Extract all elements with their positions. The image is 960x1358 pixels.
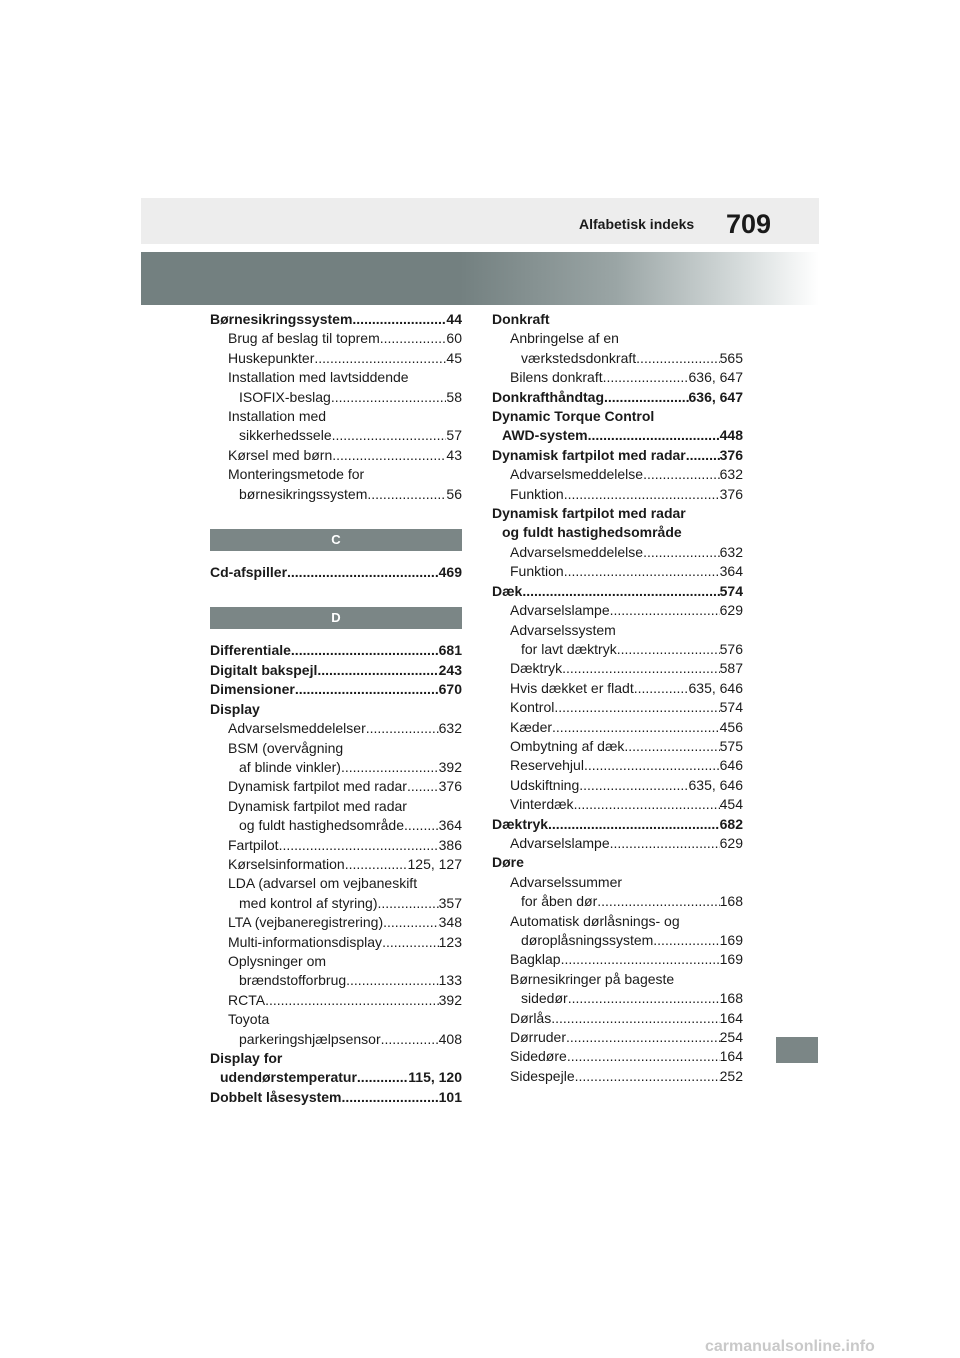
index-entry-label: Kontrol [510, 699, 555, 716]
index-entry-page: 43 [446, 446, 462, 463]
dot-leader [378, 894, 439, 913]
dot-leader [568, 989, 720, 1008]
index-entry [492, 465, 743, 484]
index-entry-label: og fuldt hastighedsområde [239, 817, 404, 834]
index-entry [492, 853, 743, 872]
index-entry-page: 587 [719, 660, 743, 677]
index-entry [210, 563, 462, 582]
dot-leader [346, 971, 439, 990]
index-entry-page: 58 [446, 388, 462, 405]
index-entry-page: 164 [719, 1009, 743, 1026]
index-entry-page: 565 [719, 349, 743, 366]
index-entry [492, 795, 743, 814]
index-entry [210, 426, 462, 445]
index-entry-label: LDA (advarsel om vejbaneskift [228, 875, 418, 892]
dot-leader [574, 795, 720, 814]
index-entry [492, 329, 743, 348]
index-entry-label: Huskepunkter [228, 349, 315, 366]
index-entry-label: værkstedsdonkraft [521, 349, 637, 366]
index-entry-page: 392 [438, 991, 462, 1008]
index-entry-page: 681 [438, 642, 462, 659]
dot-leader [579, 776, 688, 795]
index-entry-label: Display for [210, 1050, 283, 1066]
index-entry-label: Kørsel med børn [228, 446, 333, 463]
header-band [141, 198, 819, 244]
index-entry [492, 446, 743, 465]
dot-leader [287, 563, 439, 582]
index-entry-label: Monteringsmetode for [228, 466, 365, 483]
index-entry [492, 834, 743, 853]
index-entry [492, 950, 743, 969]
index-entry [210, 933, 462, 952]
dot-leader [643, 465, 720, 484]
dot-leader [345, 855, 408, 874]
index-entry-label: Advarselslampe [510, 602, 610, 619]
index-entry-label: RCTA [228, 991, 266, 1008]
index-entry-label: Dørlås [510, 1009, 552, 1026]
index-entry [210, 874, 462, 893]
index-entry-page: 682 [719, 815, 743, 832]
index-entry-label: Anbringelse af en [510, 330, 619, 347]
index-entry [492, 970, 743, 989]
index-entry-page: 57 [446, 427, 462, 444]
index-entry-label: Hvis dækket er fladt [510, 679, 634, 696]
index-entry [210, 310, 462, 329]
dot-leader [610, 601, 720, 620]
index-entry-page: 636, 647 [688, 388, 743, 405]
index-entry [492, 582, 743, 601]
index-entry-label: og fuldt hastighedsområde [502, 524, 682, 541]
dot-leader [561, 950, 720, 969]
dot-leader [564, 485, 720, 504]
index-entry [492, 407, 743, 426]
section-title: Alfabetisk indeks [579, 216, 695, 232]
index-entry-label: Digitalt bakspejl [210, 661, 318, 678]
index-entry [492, 523, 743, 542]
dot-leader [352, 310, 446, 329]
index-entry-page: 574 [719, 699, 743, 716]
index-entry-label: Differentiale [210, 642, 291, 659]
dot-leader [367, 485, 446, 504]
dot-leader [279, 836, 439, 855]
index-entry-page: 123 [438, 933, 462, 950]
index-entry-label: brændstofforbrug [239, 972, 347, 989]
index-entry-label: Dimensioner [210, 681, 295, 698]
dot-leader [653, 931, 719, 950]
index-entry-label: Ombytning af dæk [510, 737, 625, 754]
index-entry-page: 376 [719, 485, 743, 502]
index-entry-label: med kontrol af styring) [239, 894, 378, 911]
dot-leader [331, 388, 447, 407]
index-entry-label: Dynamic Torque Control [492, 408, 655, 425]
index-entry-page: 456 [719, 718, 743, 735]
index-entry [492, 989, 743, 1008]
index-entry-label: Børnesikringssystem [210, 311, 353, 327]
index-entry-label: Advarselsmeddelelse [510, 543, 644, 560]
index-entry [492, 426, 743, 445]
index-entry [210, 388, 462, 407]
index-entry [492, 368, 743, 387]
index-entry-page: 364 [719, 563, 743, 580]
decorative-gradient-band [141, 252, 819, 305]
index-entry [492, 756, 743, 775]
index-entry [492, 737, 743, 756]
index-entry [492, 310, 743, 329]
index-entry-page: 632 [438, 720, 462, 737]
dot-leader [564, 562, 720, 581]
index-entry [210, 349, 462, 368]
index-entry-page: 254 [719, 1029, 743, 1046]
index-entry [210, 758, 462, 777]
dot-leader [291, 641, 439, 660]
index-entry-label: Reservehjul [510, 757, 584, 774]
dot-leader [617, 640, 720, 659]
dot-leader [366, 719, 439, 738]
index-entry-page: 629 [719, 602, 743, 619]
index-entry-label: Kørselsinformation [228, 855, 345, 872]
index-entry-page: 392 [438, 758, 462, 775]
index-entry [210, 1049, 462, 1068]
index-entry-page: 364 [438, 817, 462, 834]
index-entry-page: 168 [719, 893, 743, 910]
chapter-tab-marker [776, 1037, 818, 1063]
index-entry [210, 1068, 462, 1087]
index-entry-page: 629 [719, 834, 743, 851]
index-entry [210, 952, 462, 971]
index-entry-label: Oplysninger om [228, 952, 327, 969]
index-entry [210, 1030, 462, 1049]
dot-leader [357, 1068, 408, 1087]
index-entry [492, 621, 743, 640]
index-entry [210, 1010, 462, 1029]
index-entry-label: Dynamisk fartpilot med radar [228, 778, 407, 795]
dot-leader [295, 680, 439, 699]
index-entry-label: LTA (vejbaneregistrering) [228, 914, 384, 931]
dot-leader [265, 991, 439, 1010]
index-entry-page: 133 [438, 972, 462, 989]
dot-leader [383, 913, 439, 932]
index-entry-label: sikkerhedssele [239, 427, 332, 444]
index-entry [210, 329, 462, 348]
dot-leader [575, 1067, 720, 1086]
index-entry [210, 816, 462, 835]
index-entry [492, 892, 743, 911]
index-entry [492, 912, 743, 931]
index-entry [210, 661, 462, 680]
dot-leader [624, 737, 719, 756]
index-entry [492, 873, 743, 892]
index-entry-label: Dæktryk [492, 815, 549, 832]
index-entry [492, 776, 743, 795]
index-entry-label: Dæktryk [510, 660, 563, 677]
index-entry [492, 698, 743, 717]
index-entry-page: 60 [446, 330, 462, 347]
index-entry [492, 931, 743, 950]
letter-section-header: C [210, 529, 462, 551]
dot-leader [604, 388, 689, 407]
index-entry-page: 45 [446, 349, 462, 366]
dot-leader [636, 349, 719, 368]
index-entry [492, 601, 743, 620]
index-entry [210, 894, 462, 913]
index-entry [492, 659, 743, 678]
index-entry-page: 448 [719, 427, 743, 444]
index-entry-label: Donkrafthåndtag [492, 388, 604, 405]
dot-leader [597, 892, 719, 911]
dot-leader [317, 661, 438, 680]
dot-leader [314, 349, 446, 368]
index-entry [492, 1047, 743, 1066]
index-entry-label: Installation med [228, 408, 327, 425]
index-entry-label: Dynamisk fartpilot med radar [492, 505, 686, 522]
index-entry-label: Advarselssystem [510, 621, 616, 638]
index-entry-label: Dynamisk fartpilot med radar [492, 446, 686, 463]
index-entry-page: 243 [438, 661, 462, 678]
index-entry [492, 679, 743, 698]
index-entry-page: 115, 120 [408, 1069, 462, 1086]
index-entry-label: Børnesikringer på bageste [510, 970, 675, 987]
index-entry-label: for lavt dæktryk [521, 640, 617, 657]
index-entry-label: Brug af beslag til toprem [228, 330, 380, 347]
index-entry-page: 408 [438, 1030, 462, 1047]
index-entry-label: Dynamisk fartpilot med radar [228, 797, 407, 814]
index-entry-page: 632 [719, 466, 743, 483]
index-entry-page: 469 [438, 564, 462, 581]
index-entry-label: Donkraft [492, 311, 550, 327]
watermark-text: carmanualsonline.info [705, 1338, 875, 1355]
index-entry-label: Funktion [510, 563, 564, 580]
index-entry [492, 349, 743, 368]
index-entry-page: 636, 647 [688, 369, 743, 386]
index-entry-label: Vinterdæk [510, 796, 574, 813]
index-entry [210, 368, 462, 387]
dot-leader [634, 679, 689, 698]
index-entry [492, 485, 743, 504]
index-entry-label: Toyota [228, 1011, 270, 1028]
index-entry-label: Advarselslampe [510, 834, 610, 851]
index-entry-label: Bilens donkraft [510, 369, 603, 386]
dot-leader [566, 1028, 720, 1047]
dot-leader [382, 933, 439, 952]
index-entry [492, 562, 743, 581]
index-entry [210, 446, 462, 465]
dot-leader [552, 718, 720, 737]
index-entry-page: 632 [719, 543, 743, 560]
index-entry-label: Dæk [492, 582, 523, 599]
index-entry-label: Sidedøre [510, 1048, 567, 1065]
dot-leader [562, 659, 720, 678]
dot-leader [588, 426, 720, 445]
index-entry [210, 855, 462, 874]
index-entry [210, 913, 462, 932]
dot-leader [554, 698, 719, 717]
index-entry-page: 576 [719, 640, 743, 657]
index-entry [492, 1009, 743, 1028]
index-entry-label: Cd-afspiller [210, 564, 288, 581]
index-entry-label: af blinde vinkler) [239, 758, 341, 775]
index-entry-page: 169 [719, 951, 743, 968]
dot-leader [407, 777, 439, 796]
index-entry-page: 376 [719, 446, 743, 463]
index-entry [492, 815, 743, 834]
dot-leader [548, 815, 720, 834]
index-entry [210, 465, 462, 484]
dot-leader [551, 1009, 719, 1028]
index-entry [210, 836, 462, 855]
index-entry-label: ISOFIX-beslag [239, 388, 331, 405]
index-entry-label: Multi-informationsdisplay [228, 933, 383, 950]
letter-section-header: D [210, 607, 462, 629]
index-entry-label: Døre [492, 854, 524, 871]
index-entry-page: 575 [719, 737, 743, 754]
dot-leader [584, 756, 720, 775]
dot-leader [404, 816, 439, 835]
index-entry [210, 700, 462, 719]
index-entry [492, 1028, 743, 1047]
index-entry-label: sidedør [521, 990, 568, 1007]
index-entry [210, 1088, 462, 1107]
index-entry [210, 739, 462, 758]
index-entry-page: 44 [446, 311, 462, 327]
dot-leader [567, 1047, 720, 1066]
index-entry-label: Installation med lavtsiddende [228, 369, 409, 386]
index-entry-page: 169 [719, 932, 743, 948]
index-entry-label: Funktion [510, 485, 564, 502]
index-entry-label: Udskiftning [510, 776, 580, 793]
index-entry-label: Kæder [510, 718, 553, 735]
index-entry-page: 454 [719, 796, 743, 813]
index-entry-label: børnesikringssystem [239, 485, 368, 502]
index-entry-label: BSM (overvågning [228, 739, 344, 756]
index-entry [492, 718, 743, 737]
index-entry-label: Advarselsmeddelelse [510, 466, 644, 483]
index-entry [210, 971, 462, 990]
index-entry [210, 680, 462, 699]
dot-leader [332, 426, 447, 445]
index-entry [492, 504, 743, 523]
index-entry [210, 991, 462, 1010]
index-entry [492, 388, 743, 407]
dot-leader [341, 758, 439, 777]
dot-leader [686, 446, 720, 465]
index-entry [492, 543, 743, 562]
page-number: 709 [726, 209, 772, 239]
dot-leader [380, 329, 447, 348]
index-entry [210, 485, 462, 504]
index-entry-label: døroplåsningssystem [521, 932, 654, 948]
index-entry-page: 348 [438, 914, 462, 931]
index-entry [492, 640, 743, 659]
index-entry [492, 1067, 743, 1086]
dot-leader [381, 1030, 439, 1049]
index-entry-label: parkeringshjælpsensor [239, 1030, 381, 1047]
index-entry-page: 168 [719, 990, 743, 1007]
index-column-left [210, 310, 462, 1107]
index-entry-page: 357 [438, 894, 462, 911]
index-entry-label: Dobbelt låsesystem [210, 1088, 342, 1105]
index-entry [210, 797, 462, 816]
index-entry-label: Advarselsmeddelelser [228, 720, 366, 737]
index-entry-page: 574 [719, 582, 743, 599]
index-entry-page: 635, 646 [688, 679, 743, 696]
index-entry-page: 101 [438, 1088, 462, 1105]
index-entry-page: 646 [719, 757, 743, 774]
index-entry-label: Sidespejle [510, 1067, 575, 1084]
index-entry-label: Advarselssummer [510, 873, 623, 890]
index-column-right [492, 310, 743, 1086]
dot-leader [522, 582, 719, 601]
dot-leader [610, 834, 720, 853]
index-entry-label: Dørruder [510, 1029, 567, 1046]
dot-leader [332, 446, 446, 465]
index-entry-label: AWD-system [502, 427, 588, 444]
index-entry-label: Automatisk dørlåsnings- og [510, 912, 680, 929]
index-entry-page: 56 [446, 485, 462, 502]
dot-leader [643, 543, 720, 562]
index-entry [210, 777, 462, 796]
index-entry-page: 670 [438, 681, 462, 698]
index-entry-label: Display [210, 700, 260, 717]
index-entry-label: udendørstemperatur [220, 1069, 357, 1086]
index-entry-page: 252 [719, 1067, 743, 1084]
dot-leader [603, 368, 689, 387]
index-entry-page: 376 [438, 778, 462, 795]
index-entry [210, 407, 462, 426]
index-entry-label: Fartpilot [228, 836, 279, 853]
index-entry-page: 635, 646 [688, 776, 743, 793]
index-entry-page: 386 [438, 836, 462, 853]
index-entry-page: 125, 127 [407, 855, 462, 872]
index-entry-label: Bagklap [510, 951, 561, 968]
index-entry [210, 641, 462, 660]
dot-leader [342, 1088, 439, 1107]
index-entry-page: 164 [719, 1048, 743, 1065]
index-entry-label: for åben dør [521, 893, 598, 910]
index-entry [210, 719, 462, 738]
